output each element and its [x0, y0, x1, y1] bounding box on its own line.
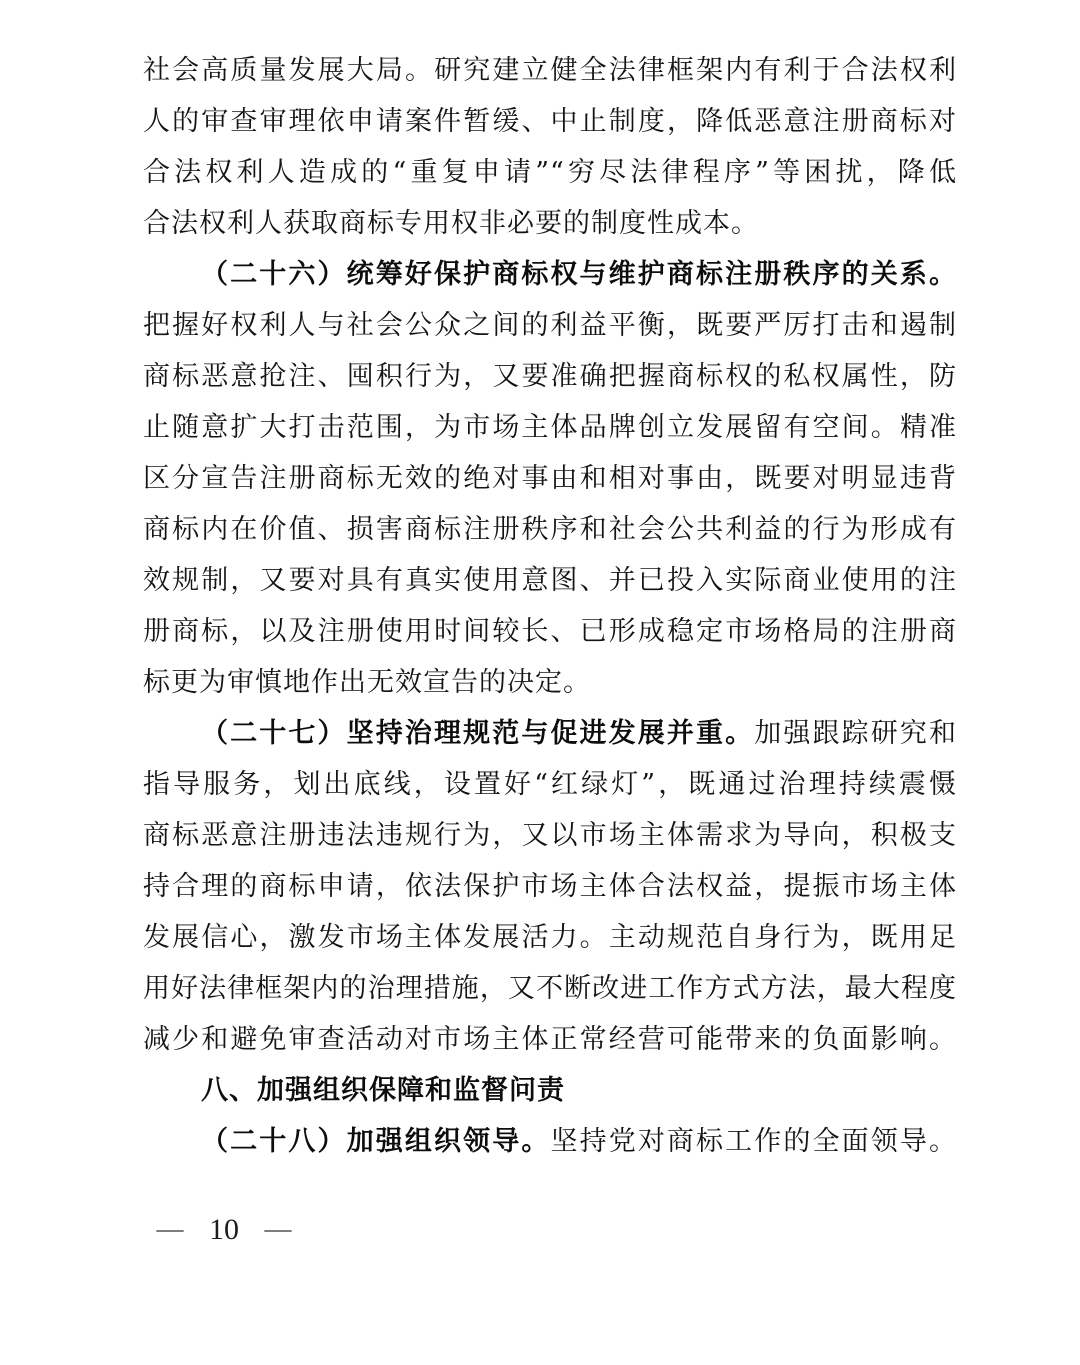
text-line: [143, 759, 957, 810]
text-line: [143, 45, 957, 96]
text-line: [143, 351, 957, 402]
page-footer: [155, 1212, 293, 1247]
section-title-run: （二十八）加强组织领导。: [201, 1126, 551, 1157]
text-run: 区分宣告注册商标无效的绝对事由和相对事由，既要对明显违背: [143, 463, 957, 494]
footer-left-dash: —: [155, 1212, 185, 1247]
text-line: [143, 504, 957, 555]
page-number: 10: [209, 1212, 239, 1246]
text-run: 商标恶意注册违法违规行为，又以市场主体需求为导向，积极支: [143, 820, 957, 851]
text-line: [143, 402, 957, 453]
section-title-run: （二十七）坚持治理规范与促进发展并重。: [201, 718, 755, 749]
text-line: [143, 96, 957, 147]
text-run: 合法权利人造成的“重复申请”“穷尽法律程序”等困扰，降低: [143, 157, 957, 188]
text-run: 持合理的商标申请，依法保护市场主体合法权益，提振市场主体: [143, 871, 957, 902]
text-run: 人的审查审理依申请案件暂缓、中止制度，降低恶意注册商标对: [143, 106, 957, 137]
section-26-title-line: [143, 249, 957, 300]
text-line: [143, 300, 957, 351]
text-line: [143, 861, 957, 912]
document-body: [143, 45, 957, 1167]
text-line: [143, 1014, 957, 1065]
text-run: 效规制，又要对具有真实使用意图、并已投入实际商业使用的注: [143, 565, 957, 596]
text-run: 商标内在价值、损害商标注册秩序和社会公共利益的行为形成有: [143, 514, 957, 545]
chapter-8-heading: [143, 1065, 957, 1116]
text-run: 把握好权利人与社会公众之间的利益平衡，既要严厉打击和遏制: [143, 310, 957, 341]
paragraph-end-line: [143, 198, 957, 249]
text-line: [143, 963, 957, 1014]
text-run: 发展信心，激发市场主体发展活力。主动规范自身行为，既用足: [143, 922, 957, 953]
text-run: 加强跟踪研究和: [754, 718, 958, 749]
text-run: 减少和避免审查活动对市场主体正常经营可能带来的负面影响。: [143, 1024, 957, 1055]
text-line: [143, 555, 957, 606]
text-run: 坚持党对商标工作的全面领导。: [550, 1126, 958, 1157]
footer-right-dash: —: [263, 1212, 293, 1247]
text-run: 社会高质量发展大局。研究建立健全法律框架内有利于合法权利: [143, 55, 957, 86]
section-27-title-line: [143, 708, 957, 759]
text-line: [143, 453, 957, 504]
chapter-heading-run: 八、加强组织保障和监督问责: [201, 1075, 565, 1105]
text-line: [143, 810, 957, 861]
text-run: 商标恶意抢注、囤积行为，又要准确把握商标权的私权属性，防: [143, 361, 957, 392]
section-title-run: （二十六）统筹好保护商标权与维护商标注册秩序的关系。: [201, 259, 957, 290]
text-run: 册商标，以及注册使用时间较长、已形成稳定市场格局的注册商: [143, 616, 957, 647]
text-run: 用好法律框架内的治理措施，又不断改进工作方式方法，最大程度: [143, 973, 957, 1004]
text-line: [143, 147, 957, 198]
text-run: 标更为审慎地作出无效宣告的决定。: [143, 667, 591, 698]
text-line: [143, 912, 957, 963]
paragraph-end-line: [143, 657, 957, 708]
text-run: 指导服务，划出底线，设置好“红绿灯”，既通过治理持续震慑: [143, 769, 957, 800]
text-line: [143, 606, 957, 657]
section-28-title-line: [143, 1116, 957, 1167]
text-run: 合法权利人获取商标专用权非必要的制度性成本。: [143, 208, 759, 239]
text-run: 止随意扩大打击范围，为市场主体品牌创立发展留有空间。精准: [143, 412, 957, 443]
